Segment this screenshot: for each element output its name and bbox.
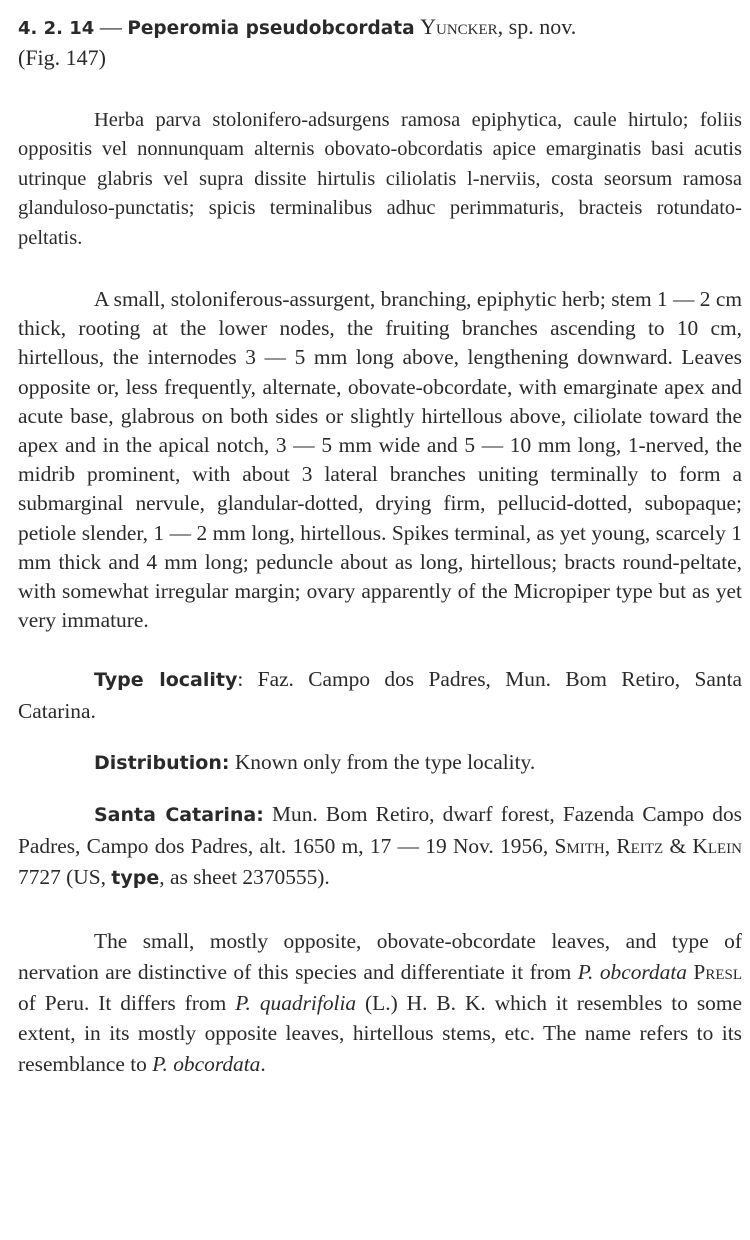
discussion-text-4: . xyxy=(260,1051,266,1076)
discussion-species-2: P. quadrifolia xyxy=(235,990,357,1015)
discussion-author-1: Presl xyxy=(686,960,742,985)
type-locality-separator: : xyxy=(237,667,258,692)
discussion-text-2: of Peru. It differs from xyxy=(18,990,236,1015)
latin-description: Herba parva stolonifero-adsurgens ramosa epiphytica, caule hirtulo; foliis oppositis vel nonnunquam alternis obovato-obcordatis apice emarginatis basi acutis utrinque glabris vel supra dissite hirtulis ciliolatis l-nerviis, costa seorsum ramosa glanduloso-punctatis; spicis terminalibus adhuc perimmaturis, bracteis rotundato-peltatis. xyxy=(18,109,742,249)
discussion-species-3: P. obcordata xyxy=(152,1051,261,1076)
specimen-type-word: type xyxy=(111,867,160,890)
type-locality-text: Faz. Campo dos Padres, Mun. Bom Retiro, Santa Catarina. xyxy=(18,667,742,724)
specimen-region-label: Santa Catarina: xyxy=(94,804,264,827)
discussion-text-3: (L.) H. B. K. which it resembles to some extent, in its mostly opposite leaves, hirtellous stems, etc. The name refers to its resemblance to xyxy=(18,990,742,1076)
species-status: , sp. nov. xyxy=(497,14,577,39)
section-number: 4. 2. 14 xyxy=(18,18,95,39)
specimen-citation xyxy=(18,799,742,894)
specimen-number-text: 7727 (US, xyxy=(18,865,112,890)
english-description: A small, stoloniferous-assurgent, branching, epiphytic herb; stem 1 — 2 cm thick, rooting at the lower nodes, the fruiting branches ascending to 10 cm, hirtellous, the internodes 3 — 5 mm long above, lengthening downward. Leaves opposite or, less frequently, alternate, obovate-obcordate, with emarginate apex and acute base, glabrous on both sides or slightly hirtellous above, ciliolate toward the apex and in the apical notch, 3 — 5 mm wide and 5 — 10 mm long, 1-nerved, the midrib prominent, with about 3 lateral branches uniting terminally to form a submarginal nervule, glandular-dotted, drying firm, pellucid-dotted, subopaque; petiole slender, 1 — 2 mm long, hirtellous. Spikes terminal, as yet young, scarcely 1 mm thick and 4 mm long; peduncle about as long, hirtellous; bracts round-peltate, with somewhat irregular margin; ovary apparently of the Micropiper type but as yet very immature. xyxy=(18,287,742,633)
distribution xyxy=(18,747,742,779)
type-locality xyxy=(18,664,742,727)
specimen-sheet-text: , as sheet 2370555). xyxy=(159,865,330,890)
specimen-locality-text: Mun. Bom Retiro, dwarf forest, Fazenda Campo dos Padres, Campo dos Padres, alt. 1650 m, 17 — 19 Nov. 1956, xyxy=(18,802,742,859)
figure-reference: (Fig. 147) xyxy=(18,45,106,70)
species-heading xyxy=(18,12,742,72)
discussion-species-1: P. obcordata xyxy=(577,960,687,985)
type-locality-label: Type locality xyxy=(94,669,238,692)
discussion-text-1: The small, mostly opposite, obovate-obcordate leaves, and type of nervation are distinctive of this species and differentiate it from xyxy=(18,929,742,985)
discussion-paragraph xyxy=(18,926,742,1079)
species-author: Yuncker xyxy=(420,14,498,39)
distribution-text: Known only from the type locality. xyxy=(229,750,536,775)
heading-dash: — xyxy=(94,14,128,39)
document-page xyxy=(18,12,742,1079)
species-name: Peperomia pseudobcordata xyxy=(127,18,415,39)
distribution-label: Distribution: xyxy=(94,752,230,775)
specimen-collectors: Smith, Reitz & Klein xyxy=(554,834,742,859)
